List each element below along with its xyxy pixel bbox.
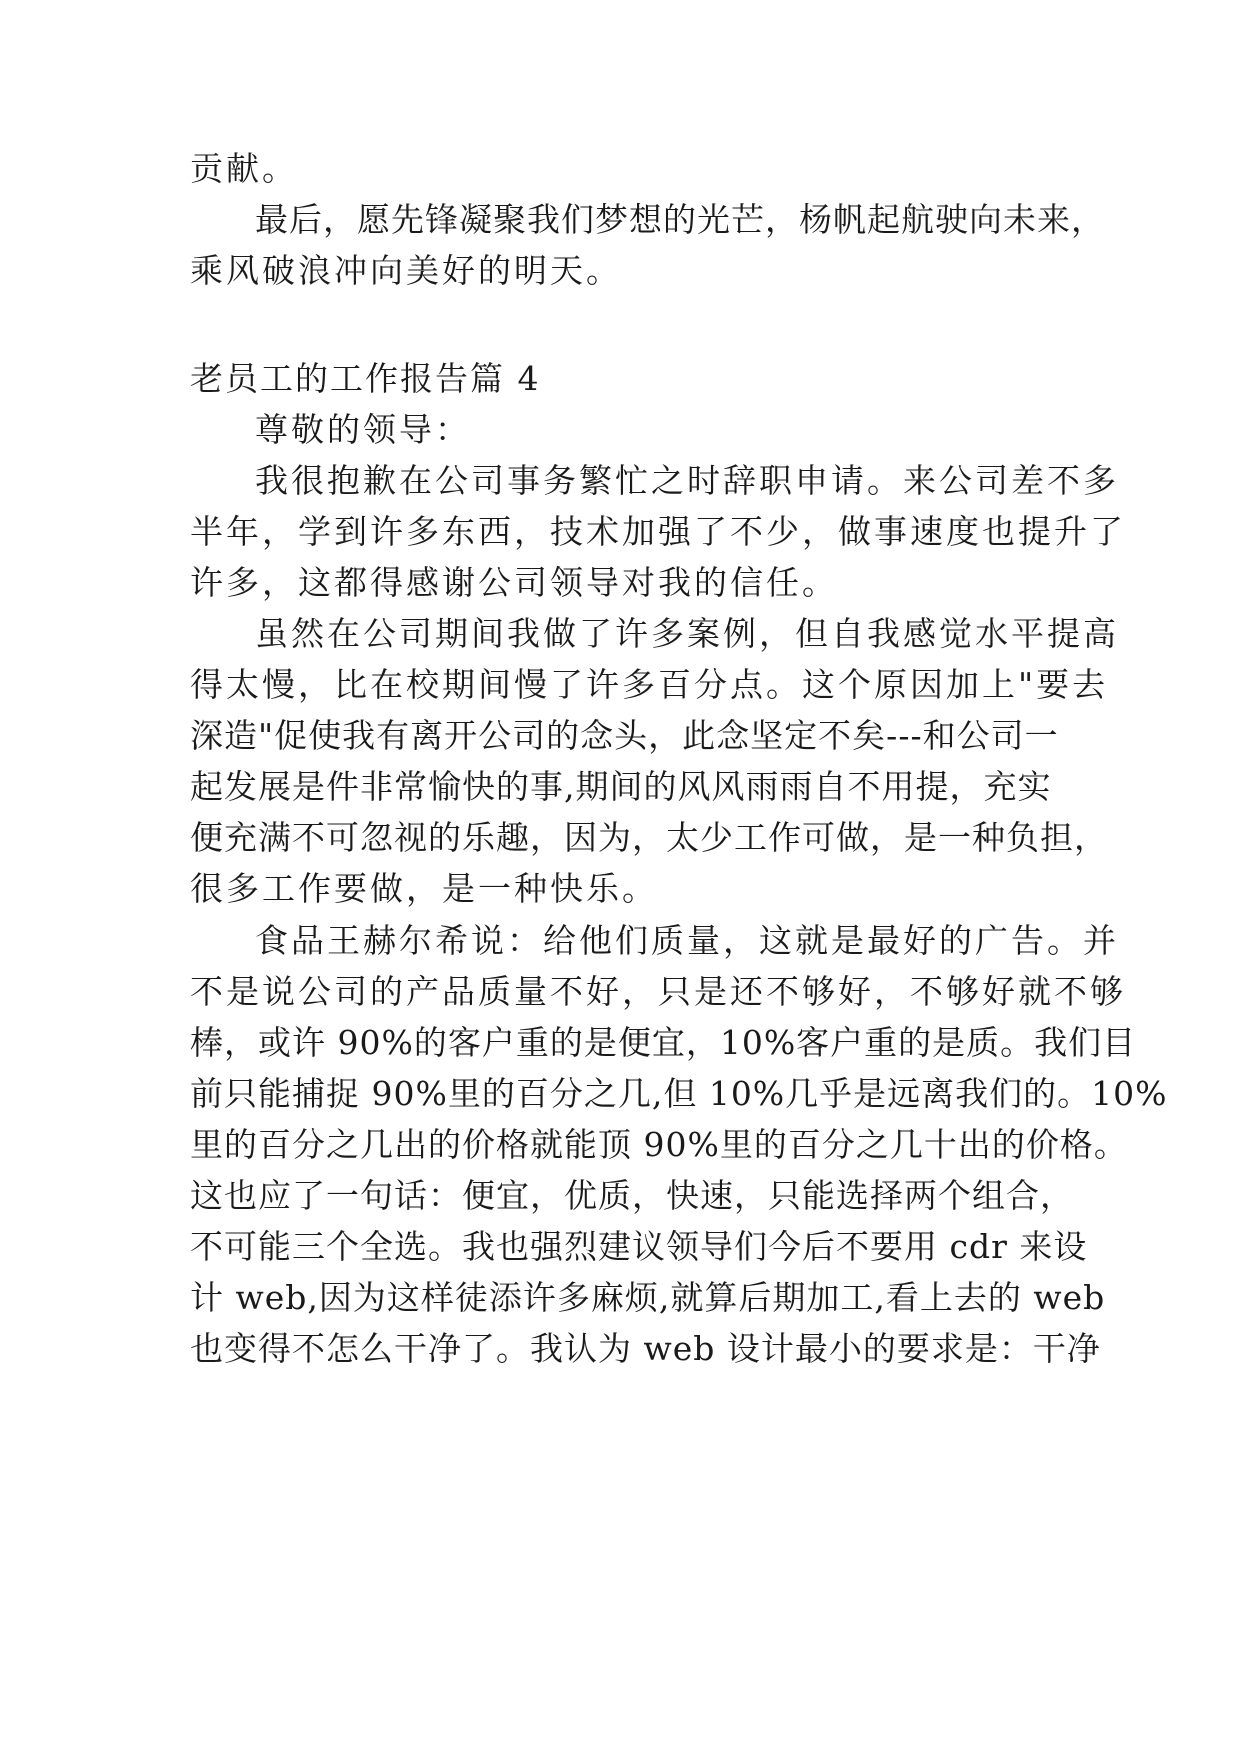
text-line: 也变得不怎么干净了。我认为 web 设计最小的要求是：干净 xyxy=(190,1329,1101,1368)
salutation: 尊敬的领导： xyxy=(255,410,471,449)
paragraph-first-line: 最后，愿先锋凝聚我们梦想的光芒，杨帆起航驶向未来， xyxy=(255,200,1105,239)
text-line: 得太慢，比在校期间慢了许多百分点。这个原因加上"要去 xyxy=(190,665,1109,704)
text-line: 起发展是件非常愉快的事,期间的风风雨雨自不用提，充实 xyxy=(190,767,1052,806)
text-line: 贡献。 xyxy=(190,149,298,188)
text-line: 不可能三个全选。我也强烈建议领导们今后不要用 cdr 来设 xyxy=(190,1227,1088,1266)
text-line: 乘风破浪冲向美好的明天。 xyxy=(190,251,622,290)
text-line: 很多工作要做，是一种快乐。 xyxy=(190,869,658,908)
text-line: 许多，这都得感谢公司领导对我的信任。 xyxy=(190,563,838,602)
text-line: 棒，或许 90%的客户重的是便宜，10%客户重的是质。我们目 xyxy=(190,1023,1137,1062)
text-line: 深造"促使我有离开公司的念头，此念坚定不矣---和公司一 xyxy=(190,716,1059,755)
paragraph-first-line: 食品王赫尔希说：给他们质量，这就是最好的广告。并 xyxy=(255,921,1119,960)
text-line: 里的百分之几出的价格就能顶 90%里的百分之几十出的价格。 xyxy=(190,1125,1128,1164)
text-line: 计 web,因为这样徒添许多麻烦,就算后期加工,看上去的 web xyxy=(190,1278,1106,1317)
text-line: 不是说公司的产品质量不好，只是还不够好，不够好就不够 xyxy=(190,972,1126,1011)
text-line: 便充满不可忽视的乐趣，因为，太少工作可做，是一种负担， xyxy=(190,818,1108,857)
section-heading: 老员工的工作报告篇 4 xyxy=(190,359,541,398)
text-line: 半年，学到许多东西，技术加强了不少，做事速度也提升了 xyxy=(190,512,1126,551)
text-line: 这也应了一句话：便宜，优质，快速，只能选择两个组合， xyxy=(190,1176,1074,1215)
text-line: 前只能捕捉 90%里的百分之几,但 10%几乎是远离我们的。10% xyxy=(190,1074,1168,1113)
paragraph-first-line: 虽然在公司期间我做了许多案例，但自我感觉水平提高 xyxy=(255,614,1119,653)
paragraph-first-line: 我很抱歉在公司事务繁忙之时辞职申请。来公司差不多 xyxy=(255,461,1119,500)
